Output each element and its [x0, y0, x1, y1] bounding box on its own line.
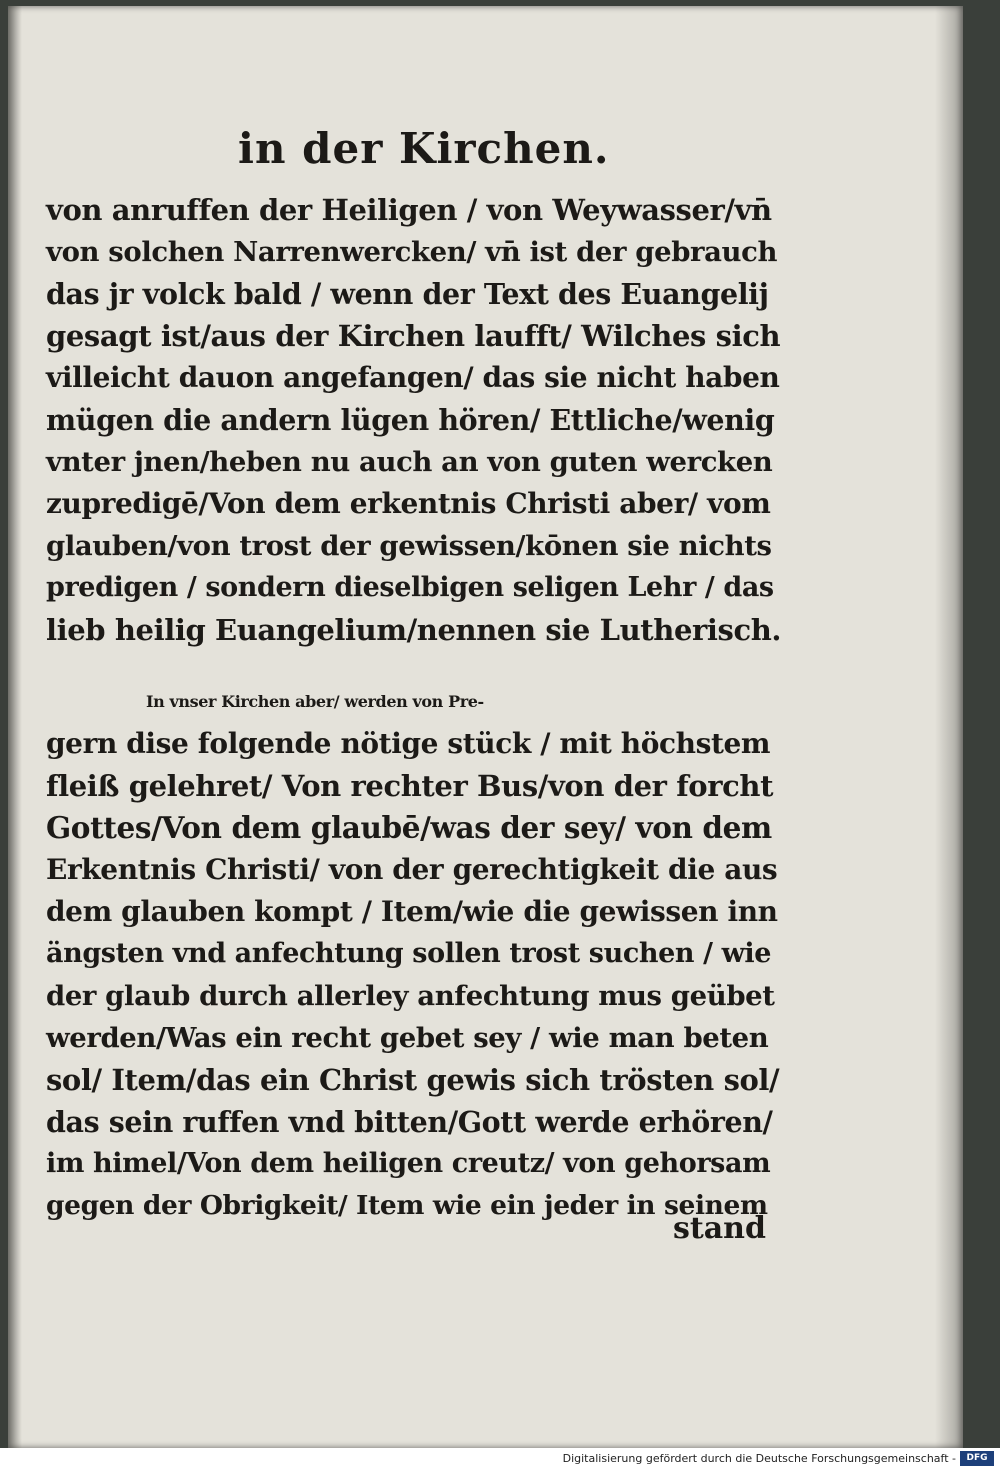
page-edge — [935, 6, 963, 1448]
catchword: stand — [673, 1211, 766, 1246]
text-line: glauben/von trost der gewissen/kōnen sie nichts — [46, 530, 772, 562]
book-page — [8, 6, 963, 1448]
text-line: In vnser Kirchen aber/ werden von Pre- — [146, 692, 484, 711]
text-line: von solchen Narrenwercken/ vn̄ ist der gebrauch — [46, 236, 778, 268]
text-line: mügen die andern lügen hören/ Ettliche/wenig — [46, 403, 775, 437]
text-line: gesagt ist/aus der Kirchen laufft/ Wilches sich — [46, 319, 781, 353]
text-line: zupredigē/Von dem erkentnis Christi aber/ vom — [46, 487, 771, 520]
text-line: fleiß gelehret/ Von rechter Bus/von der forcht — [46, 769, 774, 803]
text-line: Erkentnis Christi/ von der gerechtigkeit die aus — [46, 853, 778, 886]
running-heading: in der Kirchen. — [238, 124, 610, 173]
dfg-logo: DFG — [960, 1451, 994, 1466]
text-line: werden/Was ein recht gebet sey / wie man beten — [46, 1022, 769, 1054]
text-line: im himel/Von dem heiligen creutz/ von gehorsam — [46, 1148, 771, 1179]
text-line: vnter jnen/heben nu auch an von guten wercken — [46, 446, 773, 478]
text-line: gegen der Obrigkeit/ Item wie ein jeder in seinem — [46, 1190, 768, 1221]
text-line: von anruffen der Heiligen / von Weywasser/vn̄ — [46, 193, 772, 227]
text-line: der glaub durch allerley anfechtung mus geübet — [46, 980, 775, 1012]
funding-credit: Digitalisierung gefördert durch die Deutsche Forschungsgemeinschaft - — [562, 1452, 956, 1465]
text-line: gern dise folgende nötige stück / mit höchstem — [46, 727, 771, 760]
text-line: ängsten vnd anfechtung sollen trost suchen / wie — [46, 938, 772, 969]
text-line: Gottes/Von dem glaubē/was der sey/ von dem — [46, 810, 772, 845]
text-line: dem glauben kompt / Item/wie die gewissen inn — [46, 895, 778, 928]
footer-bar — [0, 1448, 1000, 1470]
text-line: villeicht dauon angefangen/ das sie nicht haben — [46, 361, 780, 394]
text-line: das sein ruffen vnd bitten/Gott werde erhören/ — [46, 1105, 773, 1139]
gutter-shadow — [8, 6, 22, 1448]
text-line: sol/ Item/das ein Christ gewis sich trösten sol/ — [46, 1063, 780, 1097]
text-line: lieb heilig Euangelium/nennen sie Lutherisch. — [46, 613, 782, 647]
text-line: das jr volck bald / wenn der Text des Euangelij — [46, 277, 769, 311]
text-line: predigen / sondern dieselbigen seligen Lehr / das — [46, 572, 774, 603]
